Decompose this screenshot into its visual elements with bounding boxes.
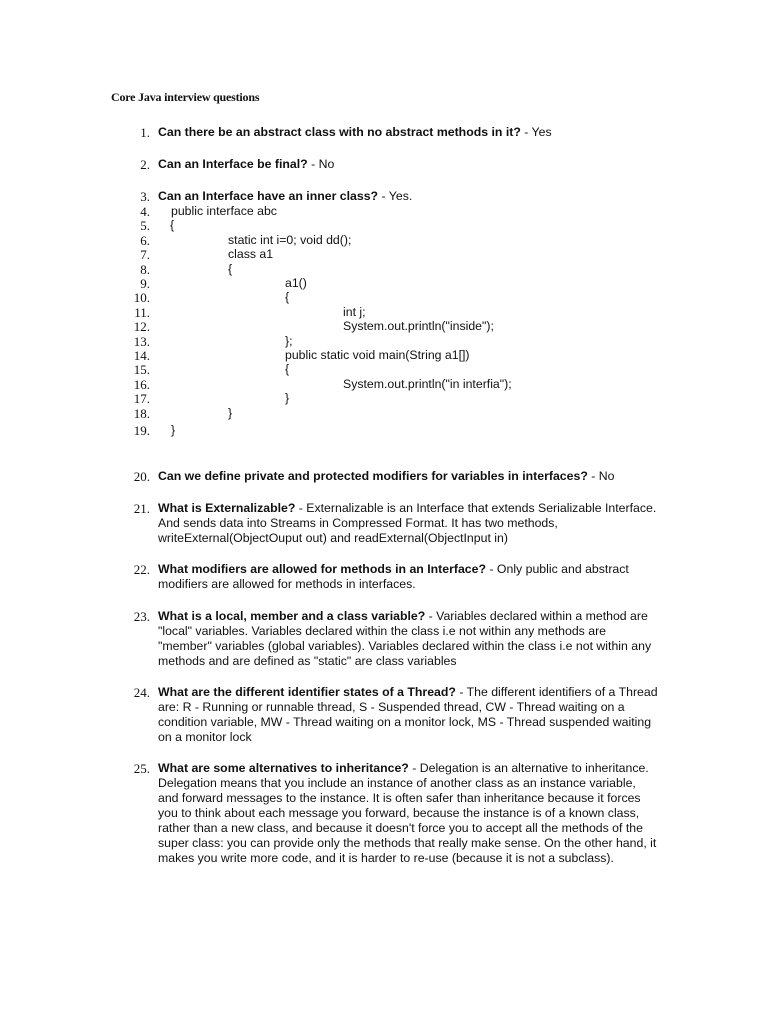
code-text: { (228, 261, 233, 276)
code-text: int j; (343, 304, 366, 319)
line-number: 16. (133, 376, 150, 392)
qa-item-25 (114, 761, 659, 866)
question-text: What are some alternatives to inheritance? (158, 761, 409, 775)
item-number: 24. (133, 685, 150, 700)
code-text: static int i=0; void dd(); (228, 232, 352, 247)
item-number: 20. (133, 469, 150, 484)
document-title: Core Java interview questions (111, 90, 260, 104)
answer-text: - Yes. (378, 189, 413, 203)
code-text: public interface abc (171, 204, 277, 218)
item-number: 23. (133, 609, 150, 624)
qa-item-24 (114, 685, 659, 745)
line-number: 13. (133, 333, 150, 349)
question-text: What is Externalizable? (158, 501, 296, 515)
code-text: } (228, 405, 233, 420)
line-number: 14. (133, 348, 150, 363)
question-text: Can an Interface have an inner class? (158, 189, 379, 203)
qa-item-22 (114, 562, 659, 592)
answer-text: - No (307, 157, 335, 171)
line-number: 9. (140, 276, 150, 291)
item-number: 3. (140, 189, 150, 204)
code-text: System.out.println("inside"); (343, 319, 494, 334)
item-number: 22. (133, 562, 150, 577)
line-number: 5. (140, 218, 150, 234)
code-text: { (285, 290, 290, 305)
line-number: 19. (133, 423, 150, 438)
qa-item-20 (114, 469, 659, 484)
question-text: What modifiers are allowed for methods in an Interface? (158, 562, 486, 576)
item-number: 21. (133, 501, 150, 516)
code-text: }; (285, 333, 293, 348)
line-number: 6. (140, 232, 150, 248)
item-number: 2. (140, 157, 150, 172)
line-number: 10. (133, 290, 150, 306)
item-number: 1. (140, 125, 150, 140)
line-number: 11. (134, 304, 150, 320)
code-text: } (285, 391, 290, 406)
question-text: Can an Interface be final? (158, 157, 308, 171)
line-number: 4. (140, 204, 150, 219)
answer-text: - Yes (520, 125, 552, 139)
line-number: 17. (133, 391, 150, 407)
line-number: 8. (140, 261, 150, 277)
line-number: 7. (140, 247, 150, 263)
question-text: Can we define private and protected modifiers for variables in interfaces? (158, 469, 588, 483)
answer-text: - Externalizable is an Interface that extends Serializable Interface. And sends data into Streams in Compressed Format. It has two methods, writeExternal(ObjectOuput out) and readExternal(ObjectInput in) (158, 501, 657, 545)
qa-item-23 (114, 609, 659, 669)
question-text: What are the different identifier states of a Thread? (158, 685, 456, 699)
answer-text: - Variables declared within a method are "local" variables. Variables declared within the class i.e not within any methods are "member" variables (global variables). Variables declared within the class i.e not within any methods and are defined as "static" are class variables (158, 609, 652, 668)
question-text: What is a local, member and a class variable? (158, 609, 426, 623)
code-text: { (285, 362, 290, 377)
line-number: 12. (133, 319, 150, 335)
code-text: System.out.println("in interfia"); (343, 376, 512, 391)
line-number: 15. (133, 362, 150, 378)
code-text: } (171, 423, 176, 437)
qa-item-2 (114, 157, 659, 172)
item-number: 25. (133, 761, 150, 776)
code-text: a1() (285, 276, 307, 290)
qa-item-1 (114, 125, 659, 140)
qa-item-3 (114, 189, 659, 204)
line-number: 18. (133, 405, 150, 421)
answer-text: - Only public and abstract modifiers are allowed for methods in interfaces. (158, 562, 629, 591)
qa-item-21 (114, 501, 659, 546)
answer-text: - The different identifiers of a Thread are: R - Running or runnable thread, S - Suspended thread, CW - Thread waiting on a condition variable, MW - Thread waiting on a monitor lock, MS - Thread suspended waiting on a monitor lock (158, 685, 658, 744)
code-text: class a1 (228, 247, 274, 262)
code-text: { (170, 218, 175, 233)
answer-text: - No (587, 469, 615, 483)
question-text: Can there be an abstract class with no abstract methods in it? (158, 125, 521, 139)
answer-text: - Delegation is an alternative to inheritance. Delegation means that you include an instance of another class as an instance variable, and forward messages to the instance. It is often safer than inheritance because it forces you to think about each message you forward, because the instance is of a known class, rather than a new class, and because it doesn't force you to accept all the methods of the super class: you can provide only the methods that really make sense. On the other hand, it makes you write more code, and it is harder to re-use (because it is not a subclass). (158, 761, 657, 865)
code-text: public static void main(String a1[]) (285, 348, 470, 362)
